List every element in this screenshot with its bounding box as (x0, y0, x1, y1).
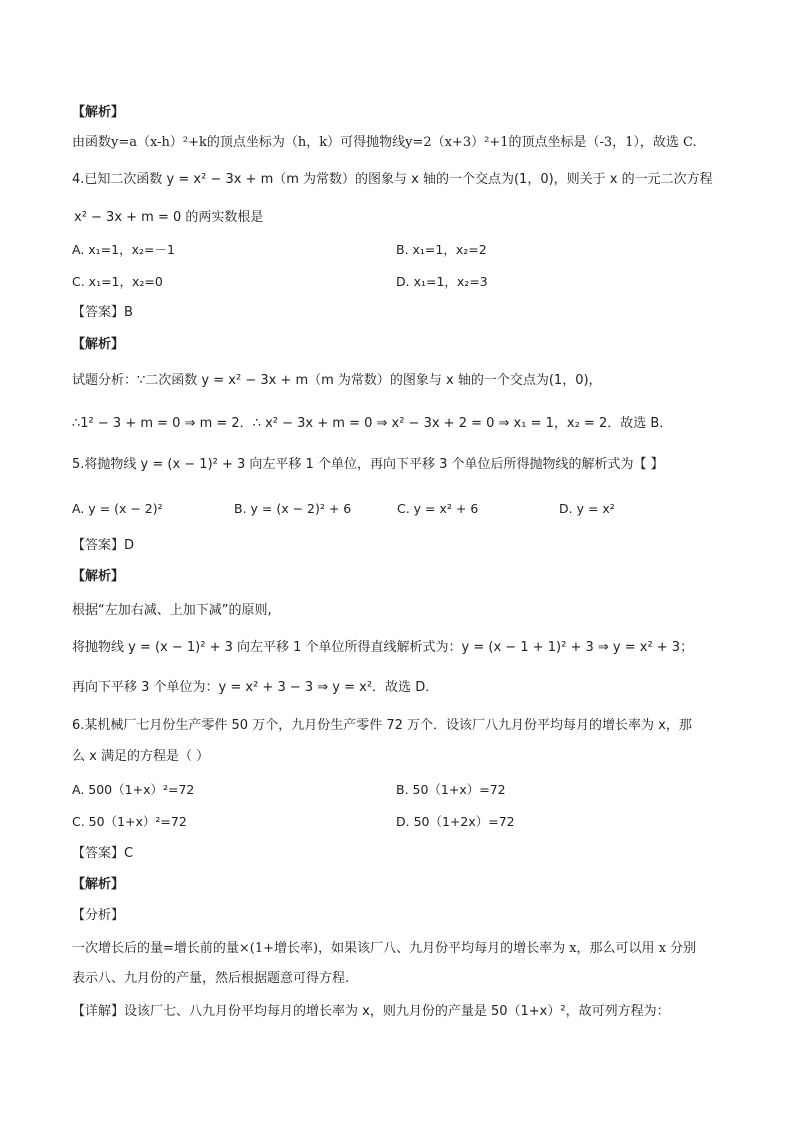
question-5-stem: 5.将抛物线 y = (x − 1)² + 3 向左平移 1 个单位，再向下平移 3 个单位后所得抛物线的解析式为【 】 (72, 457, 664, 472)
question-6-fenxi-line-1: 一次增长后的量=增长前的量×(1+增长率)，如果该厂八、九月份平均每月的增长率为 x，那么可以用 x 分别 (72, 941, 697, 956)
question-5-analysis-line-1: 根据“左加右减、上加下减”的原则, (72, 603, 272, 618)
question-4-option-b: B. x₁=1，x₂=2 (396, 242, 487, 257)
question-4-option-d: D. x₁=1，x₂=3 (396, 274, 488, 289)
question-5-analysis-heading: 【解析】 (72, 569, 125, 584)
question-4-stem: 4.已知二次函数 y = x² − 3x + m（m 为常数）的图象与 x 轴的一个交点为(1，0)，则关于 x 的一元二次方程 (72, 172, 713, 187)
question-5-option-c: C. y = x² + 6 (397, 501, 479, 516)
question-5-answer: 【答案】D (72, 538, 135, 553)
question-4-option-a: A. x₁=1，x₂=－1 (72, 242, 175, 257)
question-6-fenxi-line-2: 表示八、九月份的产量，然后根据题意可得方程. (72, 971, 350, 986)
question-6-answer: 【答案】C (72, 846, 134, 861)
question-5-analysis-line-2: 将抛物线 y = (x − 1)² + 3 向左平移 1 个单位所得直线解析式为：y = (x − 1 + 1)² + 3 ⇒ y = x² + 3； (72, 640, 694, 655)
question-6-analysis-heading: 【解析】 (72, 877, 125, 892)
question-5-option-d: D. y = x² (559, 501, 615, 516)
question-6-stem-continued: 么 x 满足的方程是（ ） (72, 749, 210, 764)
question-5-option-a: A. y = (x − 2)² (72, 501, 163, 516)
question-6-option-b: B. 50（1+x）=72 (396, 782, 506, 797)
question-4-answer: 【答案】B (72, 305, 133, 320)
question-4-analysis-line-1: 试题分析：∵二次函数 y = x² − 3x + m（m 为常数）的图象与 x 轴的一个交点为(1，0)， (72, 373, 602, 388)
analysis-heading: 【解析】 (72, 105, 125, 120)
question-6-option-d: D. 50（1+2x）=72 (396, 814, 515, 829)
question-4-analysis-line-2: ∴1² − 3 + m = 0 ⇒ m = 2．∴ x² − 3x + m = 0 ⇒ x² − 3x + 2 = 0 ⇒ x₁ = 1，x₂ = 2．故选 B． (72, 416, 673, 431)
question-4-option-c: C. x₁=1，x₂=0 (72, 274, 163, 289)
question-6-detail: 【详解】设该厂七、八九月份平均每月的增长率为 x，则九月份的产量是 50（1+x）²，故可列方程为： (72, 1004, 670, 1019)
question-4-analysis-heading: 【解析】 (72, 337, 125, 352)
question-6-option-a: A. 500（1+x）²=72 (72, 782, 195, 797)
question-6-option-c: C. 50（1+x）²=72 (72, 814, 187, 829)
question-5-option-b: B. y = (x − 2)² + 6 (234, 501, 352, 516)
question-5-analysis-line-3: 再向下平移 3 个单位为：y = x² + 3 − 3 ⇒ y = x²．故选 D． (72, 680, 439, 695)
question-6-fenxi-heading: 【分析】 (72, 908, 125, 923)
analysis-text: 由函数y=a（x-h）²+k的顶点坐标为（h，k）可得抛物线y=2（x+3）²+1的顶点坐标是（-3，1），故选 C. (72, 135, 697, 150)
question-6-stem: 6.某机械厂七月份生产零件 50 万个，九月份生产零件 72 万个．设该厂八九月份平均每月的增长率为 x，那 (72, 718, 692, 733)
question-4-stem-continued: x² − 3x + m = 0 的两实数根是 (74, 210, 264, 225)
